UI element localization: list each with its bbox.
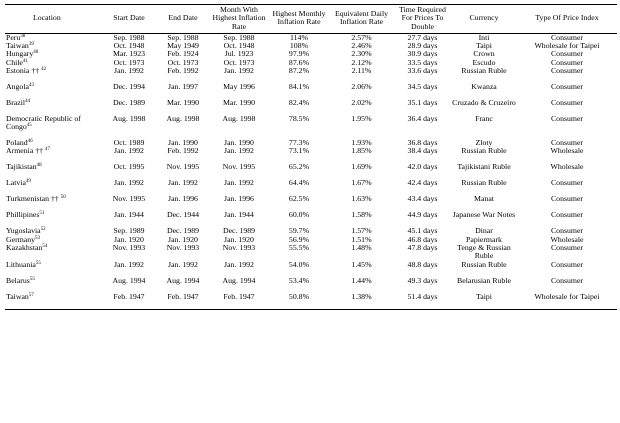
cell-daily-rate: 2.02% bbox=[351, 98, 372, 108]
footnote-ref: 52 bbox=[40, 227, 46, 233]
cell-start-date: Jan. 1992 bbox=[114, 259, 144, 269]
cell-end-date: Dec. 1989 bbox=[166, 226, 200, 236]
cell-price-index: Consumer bbox=[550, 82, 584, 92]
footnote-ref: 55 bbox=[35, 260, 41, 266]
table-row bbox=[5, 59, 617, 67]
cell-daily-rate: 2.06% bbox=[351, 82, 372, 92]
table-row bbox=[5, 139, 617, 147]
cell-daily-rate: 1.44% bbox=[351, 275, 372, 285]
footnote-ref: 51 bbox=[39, 211, 45, 217]
header-location: Location bbox=[33, 13, 61, 23]
cell-highest-monthly-rate: 64.4% bbox=[288, 178, 310, 188]
location-name: Tajikistan bbox=[6, 162, 37, 172]
header-daily-rate: Equivalent Daily Inflation Rate bbox=[334, 9, 389, 27]
cell-currency: Zloty bbox=[475, 138, 493, 148]
cell-highest-monthly-rate: 108% bbox=[289, 41, 309, 51]
table-row bbox=[5, 293, 617, 310]
table-row bbox=[5, 277, 617, 293]
cell-daily-rate: 2.46% bbox=[351, 41, 372, 51]
cell-price-index: Consumer bbox=[550, 210, 584, 220]
cell-currency: Papiermark bbox=[466, 234, 502, 244]
footnote-ref: 42 bbox=[41, 67, 47, 73]
cell-start-date: Jan. 1992 bbox=[114, 178, 144, 188]
cell-highest-monthly-rate: 82.4% bbox=[288, 98, 310, 108]
location-name: Germany bbox=[6, 234, 36, 244]
cell-daily-rate: 2.11% bbox=[351, 66, 372, 76]
footnote-ref: 40 bbox=[33, 50, 39, 56]
cell-month-highest: Jan. 1992 bbox=[224, 178, 254, 188]
cell-start-date: Nov. 1993 bbox=[112, 242, 146, 252]
cell-month-highest: Jan. 1996 bbox=[224, 194, 254, 204]
cell-price-index: Consumer bbox=[550, 114, 584, 124]
footnote-ref: 57 bbox=[28, 292, 34, 298]
cell-month-highest: Oct. 1973 bbox=[223, 57, 255, 67]
cell-price-index: Consumer bbox=[550, 275, 584, 285]
cell-start-date: Jan. 1992 bbox=[114, 66, 144, 76]
cell-end-date: Mar. 1990 bbox=[166, 98, 200, 108]
cell-highest-monthly-rate: 87.2% bbox=[288, 66, 310, 76]
location-name: Chile bbox=[6, 57, 23, 67]
hyperinflation-table-container bbox=[5, 4, 617, 310]
location-name: Hungary bbox=[6, 49, 34, 59]
cell-price-index: Wholesale for Taipei bbox=[534, 291, 600, 301]
location-name: Angola bbox=[6, 82, 29, 92]
header-month-highest: Month With Highest Inflation Rate bbox=[212, 5, 266, 31]
footnote-ref: 55 bbox=[29, 276, 35, 282]
header-row bbox=[5, 5, 617, 34]
cell-time-double: 33.6 days bbox=[407, 66, 438, 76]
cell-currency: Manat bbox=[474, 194, 494, 204]
cell-month-highest: Feb. 1947 bbox=[223, 291, 255, 301]
cell-end-date: Nov. 1993 bbox=[166, 242, 200, 252]
cell-currency: Russian Ruble bbox=[461, 259, 507, 269]
cell-end-date: Nov. 1995 bbox=[166, 162, 200, 172]
cell-currency: Japanese War Notes bbox=[452, 210, 516, 220]
cell-currency: Franc bbox=[475, 114, 493, 124]
cell-daily-rate: 1.57% bbox=[351, 226, 372, 236]
cell-time-double: 30.9 days bbox=[407, 49, 438, 59]
cell-location bbox=[5, 179, 101, 195]
cell-time-double: 43.4 days bbox=[407, 194, 438, 204]
table-row bbox=[5, 211, 617, 227]
cell-highest-monthly-rate: 114% bbox=[290, 32, 308, 42]
cell-currency: Tajikistani Ruble bbox=[457, 162, 511, 172]
cell-start-date: Oct. 1995 bbox=[113, 162, 145, 172]
cell-start-date: Oct. 1973 bbox=[113, 57, 145, 67]
location-name: Turkmenistan †† bbox=[6, 194, 59, 204]
footnote-ref: 38 bbox=[20, 33, 26, 39]
cell-month-highest: Dec. 1989 bbox=[222, 226, 256, 236]
cell-time-double: 49.3 days bbox=[407, 275, 438, 285]
cell-currency: Tenge & Russian Ruble bbox=[457, 242, 511, 261]
footnote-ref: 49 bbox=[25, 179, 31, 185]
table-row bbox=[5, 50, 617, 58]
location-name: Democratic Republic of Congo bbox=[6, 114, 81, 132]
cell-end-date: Jan. 1992 bbox=[168, 259, 198, 269]
table-row bbox=[5, 99, 617, 115]
cell-time-double: 34.5 days bbox=[407, 82, 438, 92]
cell-start-date: Feb. 1947 bbox=[113, 291, 145, 301]
cell-daily-rate: 2.57% bbox=[351, 32, 372, 42]
cell-highest-monthly-rate: 60.0% bbox=[288, 210, 310, 220]
cell-currency: Cruzado & Cruzeiro bbox=[452, 98, 516, 108]
cell-end-date: Jan. 1920 bbox=[168, 234, 198, 244]
cell-month-highest: Jul. 1923 bbox=[224, 49, 254, 59]
cell-end-date: Feb. 1924 bbox=[167, 49, 199, 59]
cell-currency: Taipi bbox=[476, 291, 492, 301]
table-row bbox=[5, 33, 617, 42]
hyperinflation-table bbox=[5, 4, 617, 310]
header-time-double: Time Required For Prices To Double bbox=[399, 5, 446, 31]
cell-end-date: Oct. 1973 bbox=[167, 57, 199, 67]
cell-month-highest: Mar. 1990 bbox=[222, 98, 256, 108]
cell-start-date: Nov. 1995 bbox=[112, 194, 146, 204]
cell-end-date: Feb. 1947 bbox=[167, 291, 199, 301]
cell-highest-monthly-rate: 87.6% bbox=[288, 57, 310, 67]
location-name: Phillipines bbox=[6, 210, 40, 220]
cell-time-double: 48.8 days bbox=[407, 259, 438, 269]
cell-start-date: Oct. 1948 bbox=[113, 41, 145, 51]
cell-currency: Dinar bbox=[475, 226, 493, 236]
cell-start-date: Aug. 1998 bbox=[112, 114, 146, 124]
cell-time-double: 51.4 days bbox=[407, 291, 438, 301]
table-row bbox=[5, 67, 617, 83]
header-price-index: Type Of Price Index bbox=[535, 13, 599, 23]
table-row bbox=[5, 115, 617, 139]
cell-price-index: Consumer bbox=[550, 98, 584, 108]
cell-location bbox=[5, 195, 101, 211]
cell-daily-rate: 2.30% bbox=[351, 49, 372, 59]
footnote-ref: 54 bbox=[42, 243, 48, 249]
cell-highest-monthly-rate: 77.3% bbox=[288, 138, 310, 148]
table-body bbox=[5, 33, 617, 309]
cell-currency: Belarusian Ruble bbox=[457, 275, 511, 285]
cell-month-highest: Nov. 1993 bbox=[222, 242, 256, 252]
table-row bbox=[5, 163, 617, 179]
cell-highest-monthly-rate: 73.1% bbox=[288, 146, 310, 156]
cell-time-double: 47.8 days bbox=[407, 242, 438, 252]
table-row bbox=[5, 261, 617, 277]
cell-end-date: Dec. 1944 bbox=[166, 210, 200, 220]
cell-end-date: Aug. 1998 bbox=[166, 114, 200, 124]
cell-highest-monthly-rate: 62.5% bbox=[288, 194, 310, 204]
footnote-ref: 50 bbox=[60, 195, 66, 201]
cell-daily-rate: 1.45% bbox=[351, 259, 372, 269]
table-row bbox=[5, 42, 617, 50]
table-row bbox=[5, 244, 617, 261]
cell-start-date: Sep. 1988 bbox=[113, 32, 145, 42]
cell-time-double: 44.9 days bbox=[407, 210, 438, 220]
cell-month-highest: Aug. 1998 bbox=[222, 114, 256, 124]
cell-end-date: Jan. 1990 bbox=[168, 138, 198, 148]
cell-price-index: Wholesale bbox=[550, 162, 584, 172]
header-start-date: Start Date bbox=[113, 13, 145, 23]
cell-time-double: 36.4 days bbox=[407, 114, 438, 124]
cell-daily-rate: 2.12% bbox=[351, 57, 372, 67]
location-name: Yugoslavia bbox=[6, 226, 41, 236]
cell-month-highest: Aug. 1994 bbox=[222, 275, 256, 285]
cell-location bbox=[5, 83, 101, 99]
location-name: Brazil bbox=[6, 98, 26, 108]
cell-highest-monthly-rate: 54.0% bbox=[288, 259, 310, 269]
cell-highest-monthly-rate: 53.4% bbox=[288, 275, 310, 285]
cell-daily-rate: 1.51% bbox=[351, 234, 372, 244]
cell-end-date: Jan. 1992 bbox=[168, 178, 198, 188]
header-end-date: End Date bbox=[168, 13, 198, 23]
cell-location bbox=[5, 67, 101, 83]
cell-location bbox=[5, 147, 101, 163]
cell-daily-rate: 1.69% bbox=[351, 162, 372, 172]
location-name: Taiwan bbox=[6, 291, 29, 301]
cell-currency: Russian Ruble bbox=[461, 178, 507, 188]
cell-location bbox=[5, 163, 101, 179]
cell-price-index: Consumer bbox=[550, 259, 584, 269]
cell-time-double: 38.4 days bbox=[407, 146, 438, 156]
header-highest-monthly-rate: Highest Monthly Inflation Rate bbox=[272, 9, 326, 27]
cell-highest-monthly-rate: 84.1% bbox=[288, 82, 310, 92]
cell-daily-rate: 1.67% bbox=[351, 178, 372, 188]
cell-highest-monthly-rate: 78.5% bbox=[288, 114, 310, 124]
cell-currency: Crown bbox=[473, 49, 495, 59]
cell-end-date: Jan. 1996 bbox=[168, 194, 198, 204]
cell-daily-rate: 1.38% bbox=[351, 291, 372, 301]
cell-highest-monthly-rate: 50.8% bbox=[288, 291, 310, 301]
cell-month-highest: Jan. 1992 bbox=[224, 146, 254, 156]
footnote-ref: 43 bbox=[28, 83, 34, 89]
cell-time-double: 33.5 days bbox=[407, 57, 438, 67]
location-name: Poland bbox=[6, 138, 28, 148]
cell-end-date: May 1949 bbox=[167, 41, 199, 51]
cell-price-index: Wholesale bbox=[550, 146, 584, 156]
table-row bbox=[5, 147, 617, 163]
cell-highest-monthly-rate: 65.2% bbox=[288, 162, 310, 172]
cell-end-date: Feb. 1992 bbox=[167, 146, 199, 156]
cell-time-double: 27.7 days bbox=[407, 32, 438, 42]
table-row bbox=[5, 227, 617, 235]
cell-daily-rate: 1.93% bbox=[351, 138, 372, 148]
cell-month-highest: May 1996 bbox=[223, 82, 255, 92]
cell-start-date: Jan. 1992 bbox=[114, 146, 144, 156]
table-row bbox=[5, 179, 617, 195]
header-currency: Currency bbox=[469, 13, 499, 23]
cell-price-index: Consumer bbox=[550, 32, 584, 42]
cell-price-index: Consumer bbox=[550, 138, 584, 148]
cell-price-index: Consumer bbox=[550, 242, 584, 252]
cell-currency: Inti bbox=[478, 32, 490, 42]
table-row bbox=[5, 83, 617, 99]
cell-location bbox=[5, 211, 101, 227]
cell-currency: Kwanza bbox=[471, 82, 497, 92]
cell-end-date: Sep. 1988 bbox=[167, 32, 199, 42]
location-name: Taiwan bbox=[6, 41, 29, 51]
footnote-ref: 47 bbox=[44, 147, 50, 153]
cell-currency: Russian Ruble bbox=[461, 66, 507, 76]
cell-currency: Taipi bbox=[476, 41, 492, 51]
cell-location bbox=[5, 244, 101, 261]
footnote-ref: 48 bbox=[36, 163, 42, 169]
table-row bbox=[5, 195, 617, 211]
cell-daily-rate: 1.95% bbox=[351, 114, 372, 124]
cell-location bbox=[5, 277, 101, 293]
cell-location bbox=[5, 99, 101, 115]
cell-location bbox=[5, 293, 101, 310]
cell-price-index: Consumer bbox=[550, 49, 584, 59]
footnote-ref: 41 bbox=[22, 58, 28, 64]
cell-end-date: Aug. 1994 bbox=[166, 275, 200, 285]
footnote-ref: 45 bbox=[26, 123, 32, 129]
cell-time-double: 46.8 days bbox=[407, 234, 438, 244]
cell-month-highest: Jan. 1992 bbox=[224, 66, 254, 76]
cell-month-highest: Oct. 1948 bbox=[223, 41, 255, 51]
cell-month-highest: Nov. 1995 bbox=[222, 162, 256, 172]
cell-start-date: Jan. 1944 bbox=[114, 210, 144, 220]
cell-daily-rate: 1.63% bbox=[351, 194, 372, 204]
cell-start-date: Sep. 1989 bbox=[113, 226, 145, 236]
cell-currency: Russian Ruble bbox=[461, 146, 507, 156]
cell-location bbox=[5, 115, 101, 139]
cell-time-double: 45.1 days bbox=[407, 226, 438, 236]
cell-time-double: 36.8 days bbox=[407, 138, 438, 148]
cell-price-index: Consumer bbox=[550, 194, 584, 204]
cell-price-index: Wholesale for Taipei bbox=[534, 41, 600, 51]
cell-price-index: Consumer bbox=[550, 66, 584, 76]
cell-price-index: Consumer bbox=[550, 57, 584, 67]
location-name: Armenia †† bbox=[6, 146, 44, 156]
cell-location bbox=[5, 261, 101, 277]
footnote-ref: 53 bbox=[35, 235, 41, 241]
cell-start-date: Mar. 1923 bbox=[112, 49, 146, 59]
cell-start-date: Oct. 1989 bbox=[113, 138, 145, 148]
cell-daily-rate: 1.48% bbox=[351, 242, 372, 252]
cell-start-date: Aug. 1994 bbox=[112, 275, 146, 285]
cell-time-double: 42.4 days bbox=[407, 178, 438, 188]
cell-month-highest: Jan. 1944 bbox=[224, 210, 254, 220]
cell-price-index: Consumer bbox=[550, 226, 584, 236]
table-header bbox=[5, 5, 617, 34]
location-name: Kazakhstan bbox=[6, 242, 43, 252]
cell-highest-monthly-rate: 59.7% bbox=[288, 226, 310, 236]
cell-daily-rate: 1.58% bbox=[351, 210, 372, 220]
cell-end-date: Feb. 1992 bbox=[167, 66, 199, 76]
cell-start-date: Jan. 1920 bbox=[114, 234, 144, 244]
location-name: Lithuania bbox=[6, 259, 36, 269]
cell-time-double: 35.1 days bbox=[407, 98, 438, 108]
cell-month-highest: Sep. 1988 bbox=[223, 32, 255, 42]
cell-end-date: Jan. 1997 bbox=[168, 82, 198, 92]
location-name: Belarus bbox=[6, 275, 30, 285]
cell-month-highest: Jan. 1992 bbox=[224, 259, 254, 269]
cell-time-double: 42.0 days bbox=[407, 162, 438, 172]
table-row bbox=[5, 236, 617, 244]
cell-highest-monthly-rate: 97.9% bbox=[288, 49, 310, 59]
cell-month-highest: Jan. 1920 bbox=[224, 234, 254, 244]
footnote-ref: 44 bbox=[25, 99, 31, 105]
cell-daily-rate: 1.85% bbox=[351, 146, 372, 156]
cell-time-double: 28.9 days bbox=[407, 41, 438, 51]
location-name: Estonia †† bbox=[6, 66, 40, 76]
location-name: Latvia bbox=[6, 178, 26, 188]
cell-price-index: Consumer bbox=[550, 178, 584, 188]
cell-price-index: Wholesale bbox=[550, 234, 584, 244]
cell-start-date: Dec. 1994 bbox=[112, 82, 146, 92]
footnote-ref: 39 bbox=[28, 42, 34, 48]
cell-currency: Escudo bbox=[472, 57, 496, 67]
cell-highest-monthly-rate: 55.5% bbox=[288, 242, 310, 252]
cell-month-highest: Jan. 1990 bbox=[224, 138, 254, 148]
location-name: Peru bbox=[6, 32, 21, 42]
footnote-ref: 46 bbox=[27, 139, 33, 145]
cell-highest-monthly-rate: 56.9% bbox=[288, 234, 310, 244]
cell-start-date: Dec. 1989 bbox=[112, 98, 146, 108]
